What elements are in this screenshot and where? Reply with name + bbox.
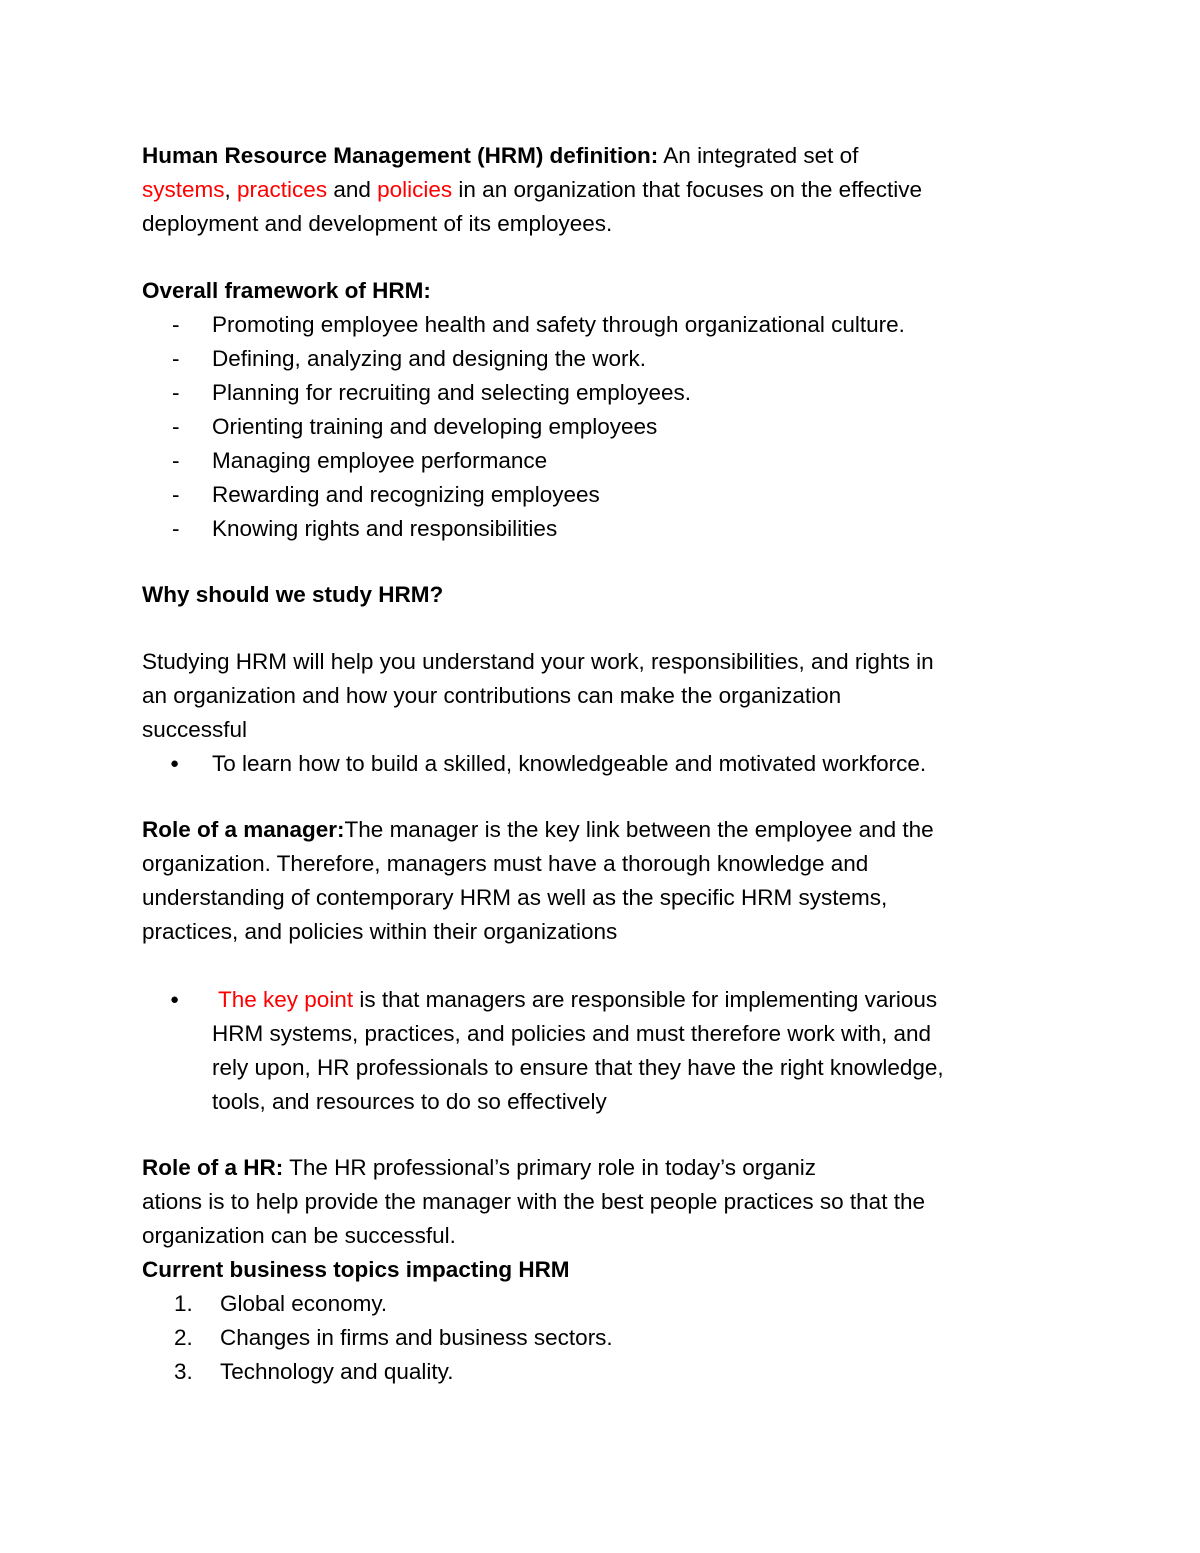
key-point-line: tools, and resources to do so effectively (212, 1089, 607, 1114)
list-item (142, 1321, 1062, 1355)
manager-label: Role of a manager: (142, 817, 345, 842)
why-section (142, 578, 1062, 612)
bullet-icon: ● (170, 991, 180, 1008)
list-item (142, 444, 1062, 478)
manager-line: practices, and policies within their organizations (142, 919, 618, 944)
list-item (142, 747, 1062, 781)
list-item-text: Defining, analyzing and designing the work. (212, 346, 647, 371)
term-systems: systems (142, 177, 225, 202)
definition-section (142, 139, 1062, 241)
why-body (142, 645, 1062, 781)
why-line: Studying HRM will help you understand your work, responsibilities, and rights in (142, 649, 934, 674)
key-point-highlight: The key point (218, 987, 354, 1012)
hr-section (142, 1151, 1062, 1389)
list-item (142, 308, 1062, 342)
list-item-text: Changes in firms and business sectors. (220, 1325, 613, 1350)
definition-line-3: deployment and development of its employees. (142, 211, 613, 236)
definition-label: Human Resource Management (HRM) definition: (142, 143, 659, 168)
framework-section (142, 274, 1062, 546)
term-practices: practices (237, 177, 328, 202)
why-line: successful (142, 717, 248, 742)
list-item (142, 512, 1062, 546)
manager-text: The manager is the key link between the employee and the (344, 817, 934, 842)
list-item (142, 1355, 1062, 1389)
why-heading (142, 578, 1062, 612)
list-item (142, 376, 1062, 410)
why-heading-text: Why should we study HRM? (142, 582, 444, 607)
definition-text-1: An integrated set of (658, 143, 859, 168)
list-item (142, 1287, 1062, 1321)
bullet-icon: ● (170, 755, 180, 772)
hr-line-1 (142, 1151, 1062, 1185)
list-item (142, 410, 1062, 444)
hr-line: organization can be successful. (142, 1223, 456, 1248)
list-item-text: Planning for recruiting and selecting employees. (212, 380, 692, 405)
list-item-text: Technology and quality. (220, 1359, 454, 1384)
list-number: 3. (174, 1359, 193, 1384)
framework-heading (142, 274, 1062, 308)
why-line: an organization and how your contributions can make the organization (142, 683, 842, 708)
list-number: 1. (174, 1291, 193, 1316)
hr-line: ations is to help provide the manager with the best people practices so that the (142, 1189, 925, 1214)
topics-heading-text: Current business topics impacting HRM (142, 1257, 570, 1282)
key-point-text: is that managers are responsible for implementing various (353, 987, 938, 1012)
definition-sep-1: , (224, 177, 238, 202)
definition-line-1 (142, 139, 1062, 173)
key-point-line: rely upon, HR professionals to ensure that they have the right knowledge, (212, 1055, 944, 1080)
list-item (142, 983, 1062, 1017)
hr-label: Role of a HR: (142, 1155, 284, 1180)
list-item (142, 342, 1062, 376)
key-point-line: HRM systems, practices, and policies and must therefore work with, and (212, 1021, 932, 1046)
hr-text: The HR professional’s primary role in today’s organiz (283, 1155, 817, 1180)
list-item-text: Orienting training and developing employees (212, 414, 658, 439)
manager-section (142, 813, 1062, 949)
dash-marker: - (172, 346, 180, 371)
list-item (142, 478, 1062, 512)
manager-line-1 (142, 813, 1062, 847)
list-item-text: To learn how to build a skilled, knowledgeable and motivated workforce. (212, 751, 927, 776)
dash-marker: - (172, 482, 180, 507)
list-item-text: Promoting employee health and safety through organizational culture. (212, 312, 905, 337)
dash-marker: - (172, 516, 180, 541)
manager-line: understanding of contemporary HRM as well as the specific HRM systems, (142, 885, 888, 910)
manager-line: organization. Therefore, managers must have a thorough knowledge and (142, 851, 869, 876)
list-item-text: Rewarding and recognizing employees (212, 482, 600, 507)
dash-marker: - (172, 380, 180, 405)
definition-line-2 (142, 173, 1062, 207)
term-policies: policies (377, 177, 453, 202)
list-number: 2. (174, 1325, 193, 1350)
framework-heading-text: Overall framework of HRM: (142, 278, 431, 303)
definition-text-2: in an organization that focuses on the effective (452, 177, 923, 202)
key-point-bullet (142, 983, 1062, 1119)
list-item-text: Global economy. (220, 1291, 388, 1316)
list-item-text: Managing employee performance (212, 448, 548, 473)
dash-marker: - (172, 448, 180, 473)
list-item-text (218, 983, 937, 1017)
list-item-text: Knowing rights and responsibilities (212, 516, 558, 541)
dash-marker: - (172, 414, 180, 439)
topics-heading (142, 1253, 1062, 1287)
dash-marker: - (172, 312, 180, 337)
definition-sep-2: and (327, 177, 378, 202)
